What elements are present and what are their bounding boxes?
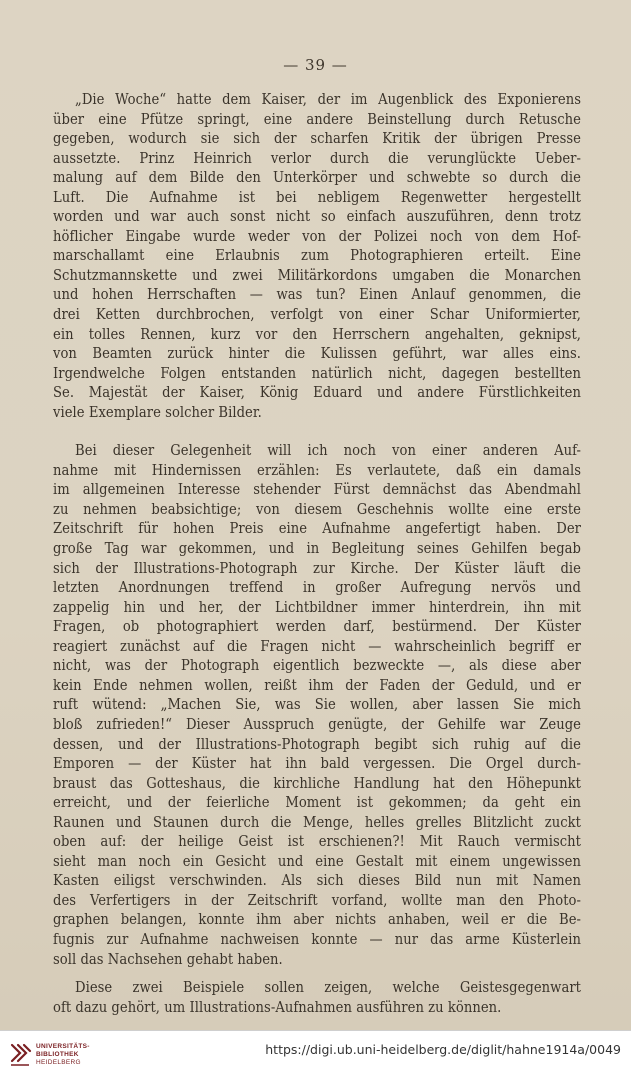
text-line: im allgemeinen Interesse stehender Fürst demnächst das Abendmahl — [53, 481, 581, 499]
heidelberg-library-logo-icon[interactable] — [8, 1041, 32, 1069]
text-line: ein tolles Rennen, kurz vor den Herrschern angehalten, geknipst, — [53, 325, 581, 343]
text-line: Fragen, ob photographiert werden darf, bestürmend. Der Küster — [53, 618, 581, 636]
library-name-line: UNIVERSITÄTS- — [36, 1043, 90, 1050]
text-line: letzten Anordnungen treffend in großer Aufregung nervös und — [53, 579, 581, 597]
text-line: Raunen und Staunen durch die Menge, helles grelles Blitzlicht zuckt — [53, 813, 581, 831]
text-line: von Beamten zurück hinter die Kulissen geführt, war alles eins. — [53, 345, 581, 363]
text-line: nicht, was der Photograph eigentlich bezweckte —, als diese aber — [53, 657, 581, 675]
text-line: oben auf: der heilige Geist ist erschienen?! Mit Rauch vermischt — [53, 833, 581, 851]
text-line: soll das Nachsehen gehabt haben. — [53, 950, 283, 968]
text-line: große Tag war gekommen, und in Begleitung seines Gehilfen begab — [53, 540, 581, 558]
text-line: sich der Illustrations-Photograph zur Kirche. Der Küster läuft die — [53, 559, 581, 577]
text-line: dessen, und der Illustrations-Photograph begibt sich ruhig auf die — [53, 735, 581, 753]
text-line: Zeitschrift für hohen Preis eine Aufnahme angefertigt haben. Der — [53, 520, 581, 538]
text-line: braust das Gotteshaus, die kirchliche Handlung hat den Höhepunkt — [53, 774, 581, 792]
text-line: sieht man noch ein Gesicht und eine Gestalt mit einem ungewissen — [53, 852, 581, 870]
body-text — [53, 90, 581, 1017]
paragraph-1 — [53, 90, 581, 422]
text-line: und hohen Herrschaften — was tun? Einen Anlauf genommen, die — [53, 286, 581, 304]
text-line: des Verfertigers in der Zeitschrift vorfand, wollte man den Photo- — [53, 891, 581, 909]
text-line: erreicht, und der feierliche Moment ist gekommen; da geht ein — [53, 794, 581, 812]
text-line: Se. Majestät der Kaiser, König Eduard und andere Fürstlichkeiten — [53, 384, 581, 402]
viewer-footer — [0, 1030, 631, 1078]
paragraph-gap — [53, 422, 581, 441]
text-line: bloß zufrieden!“ Dieser Ausspruch genügte, der Gehilfe war Zeuge — [53, 715, 581, 733]
text-line: Diese zwei Beispiele sollen zeigen, welche Geistesgegenwart — [75, 979, 581, 997]
library-name-line: BIBLIOTHEK — [36, 1051, 79, 1058]
text-line: worden und war auch sonst nicht so einfach auszuführen, denn trotz — [53, 208, 581, 226]
text-line: nahme mit Hindernissen erzählen: Es verlautete, daß ein damals — [53, 461, 581, 479]
text-line: „Die Woche“ hatte dem Kaiser, der im Augenblick des Exponierens — [75, 91, 581, 108]
text-line: ruft wütend: „Machen Sie, was Sie wollen, aber lassen Sie mich — [53, 696, 581, 714]
page-number: — 39 — — [283, 56, 348, 74]
text-line: Kasten eiligst verschwinden. Als sich dieses Bild nun mit Namen — [53, 872, 581, 890]
permalink-url[interactable]: https://digi.ub.uni-heidelberg.de/diglit/hahne1914a/0049 — [265, 1042, 621, 1057]
text-line: zappelig hin und her, der Lichtbildner immer hinterdrein, ihn mit — [53, 598, 581, 616]
text-line: oft dazu gehört, um Illustrations-Aufnahmen ausführen zu können. — [53, 998, 502, 1016]
text-line: Schutzmannskette und zwei Militärkordons umgaben die Monarchen — [53, 266, 581, 284]
paragraph-gap — [53, 969, 581, 978]
library-name — [36, 1043, 90, 1067]
text-line: kein Ende nehmen wollen, reißt ihm der Faden der Geduld, und er — [53, 676, 581, 694]
text-line: marschallamt eine Erlaubnis zum Photographieren erteilt. Eine — [53, 247, 581, 265]
text-line: höflicher Eingabe wurde weder von der Polizei noch von dem Hof- — [53, 227, 581, 245]
text-line: drei Ketten durchbrochen, verfolgt von einer Schar Uniformierter, — [53, 306, 581, 324]
text-line: viele Exemplare solcher Bilder. — [53, 403, 262, 421]
text-line: Luft. Die Aufnahme ist bei nebligem Regenwetter hergestellt — [53, 188, 581, 206]
text-line: aussetzte. Prinz Heinrich verlor durch die verunglückte Ueber- — [53, 149, 581, 167]
text-line: fugnis zur Aufnahme nachweisen konnte — nur das arme Küsterlein — [53, 930, 581, 948]
text-line: über eine Pfütze springt, eine andere Beinstellung durch Retusche — [53, 110, 581, 128]
text-line: reagiert zunächst auf die Fragen nicht — wahrscheinlich begriff er — [53, 637, 581, 655]
text-line: graphen belangen, konnte ihm aber nichts anhaben, weil er die Be- — [53, 911, 581, 929]
paragraph-3 — [53, 978, 581, 1017]
text-line: malung auf dem Bilde den Unterkörper und schwebte so durch die — [53, 169, 581, 187]
text-line: zu nehmen beabsichtige; von diesem Geschehnis wollte eine erste — [53, 500, 581, 518]
text-line: Emporen — der Küster hat ihn bald vergessen. Die Orgel durch- — [53, 755, 581, 773]
text-line: Irgendwelche Folgen entstanden natürlich nicht, dagegen bestellten — [53, 364, 581, 382]
paragraph-2 — [53, 441, 581, 969]
text-line: gegeben, wodurch sie sich der scharfen Kritik der übrigen Presse — [53, 130, 581, 148]
library-name-line: HEIDELBERG — [36, 1059, 81, 1066]
text-line: Bei dieser Gelegenheit will ich noch von einer anderen Auf- — [75, 442, 581, 460]
